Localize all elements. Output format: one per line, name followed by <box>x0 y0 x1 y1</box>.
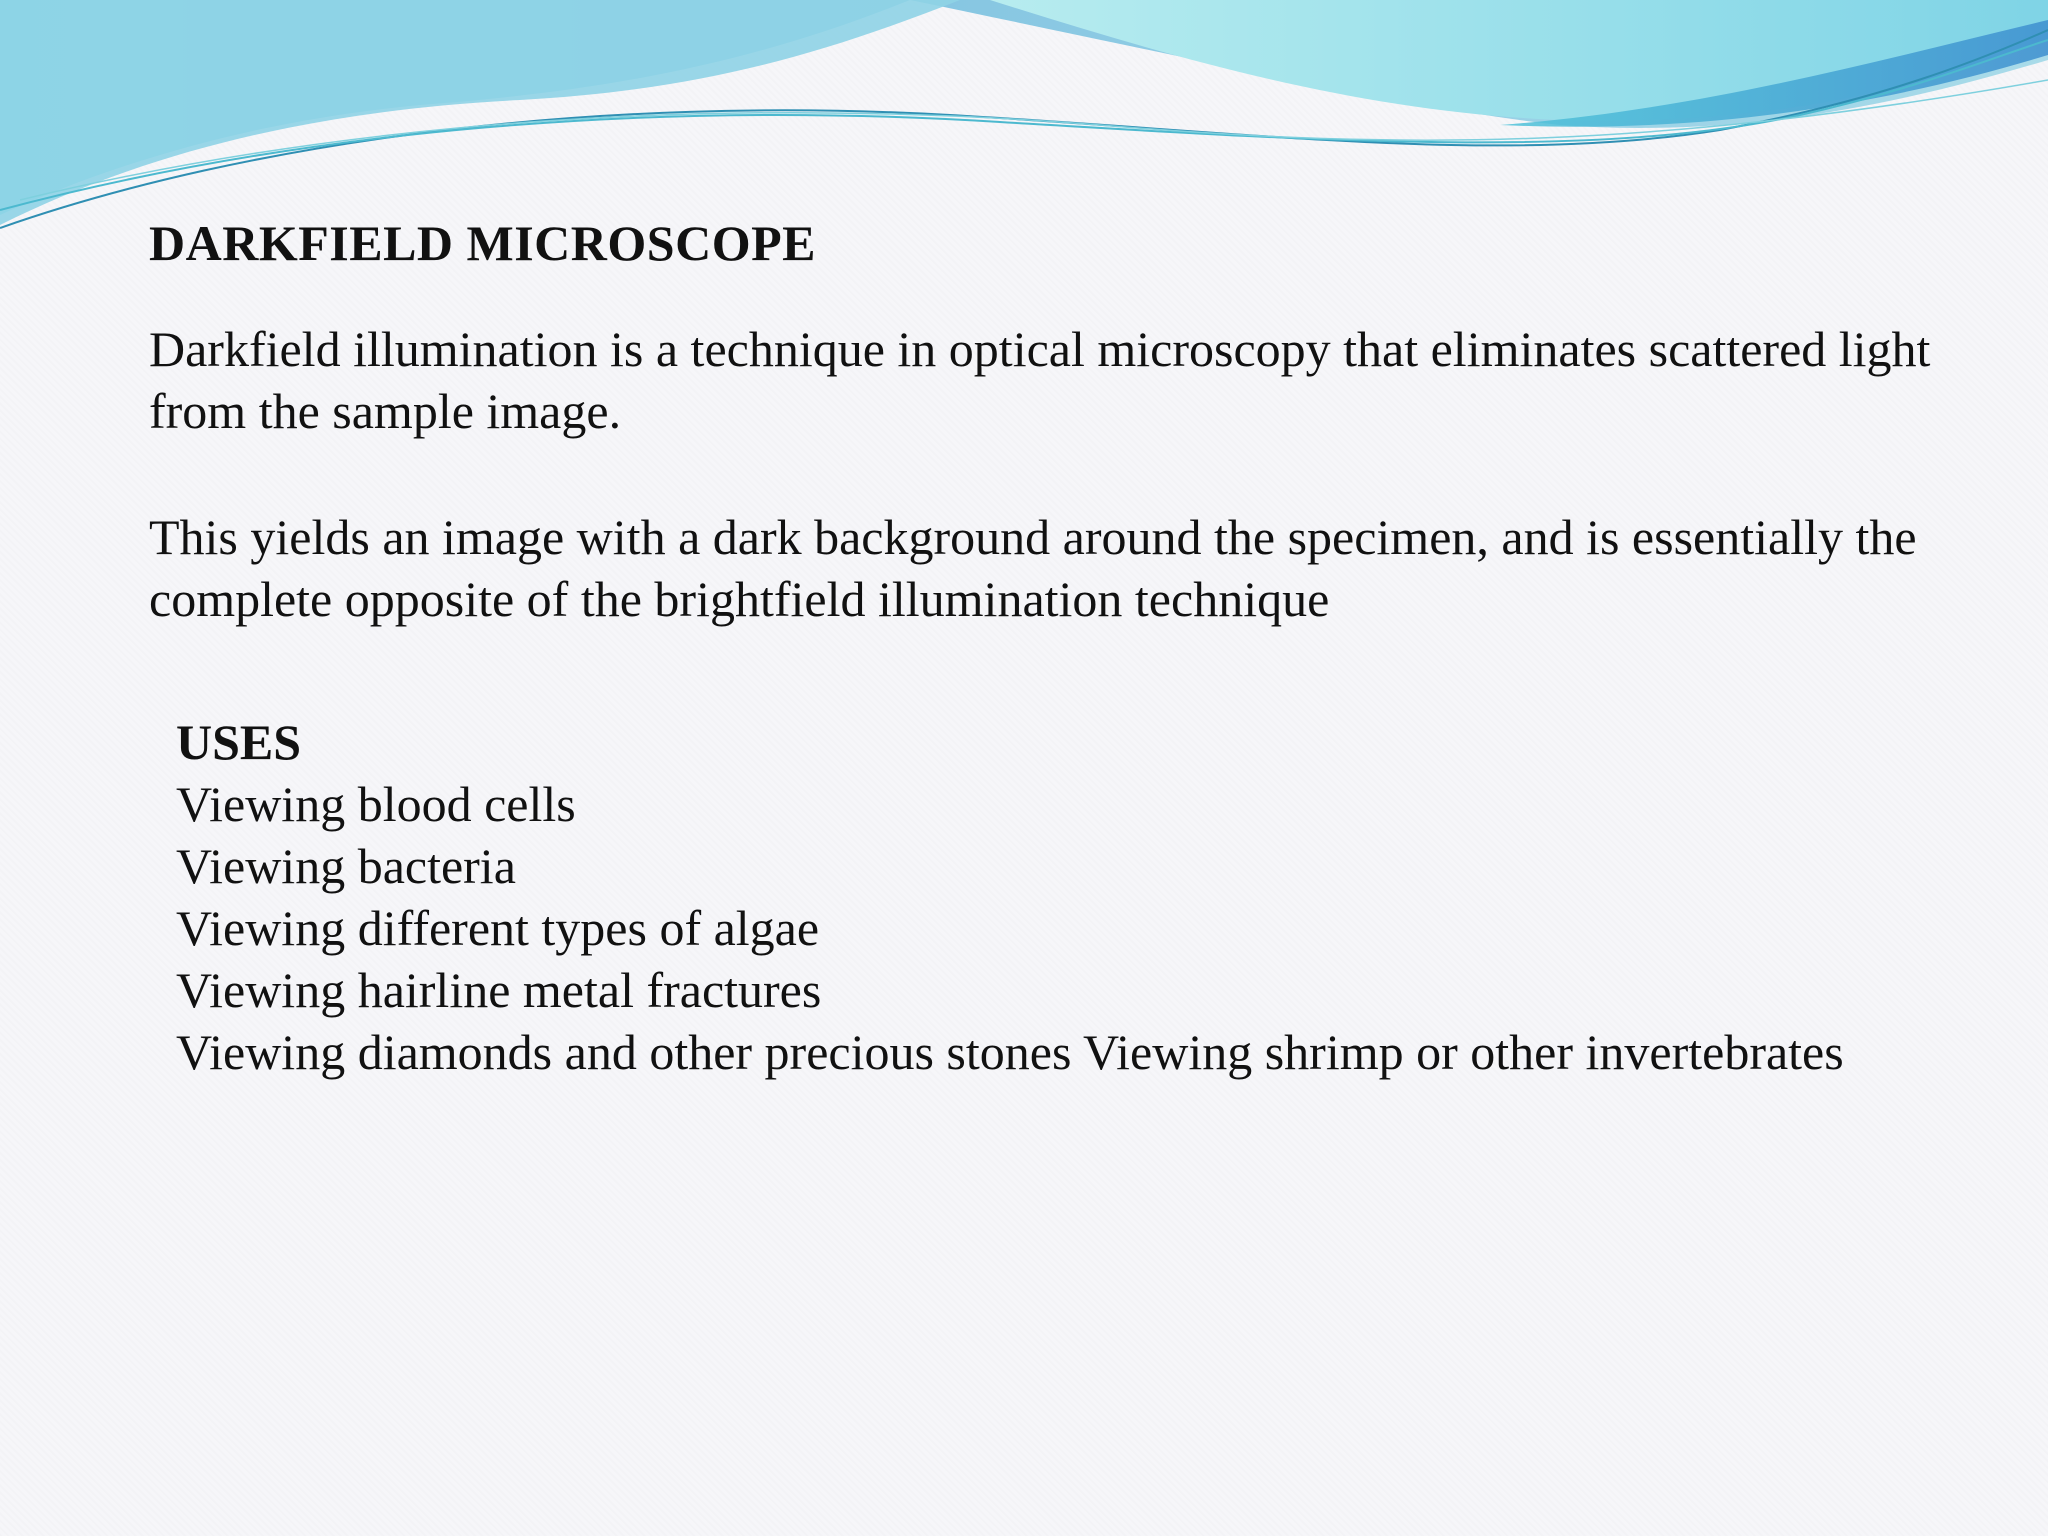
list-item: Viewing bacteria <box>176 838 516 894</box>
uses-list <box>176 711 1844 1083</box>
uses-heading: USES <box>176 714 302 770</box>
paragraph-comparison: This yields an image with a dark background around the specimen, and is essentially the complete opposite of the brightfield illumination technique <box>149 509 1917 627</box>
list-item: Viewing blood cells <box>176 776 576 832</box>
paragraph-definition: Darkfield illumination is a technique in optical microscopy that eliminates scattered light from the sample image. <box>149 321 1931 439</box>
decorative-wave-banner <box>0 0 2048 240</box>
slide-title: DARKFIELD MICROSCOPE <box>149 215 816 271</box>
list-item: Viewing diamonds and other precious stones Viewing shrimp or other invertebrates <box>176 1024 1844 1080</box>
list-item: Viewing hairline metal fractures <box>176 962 822 1018</box>
list-item: Viewing different types of algae <box>176 900 820 956</box>
